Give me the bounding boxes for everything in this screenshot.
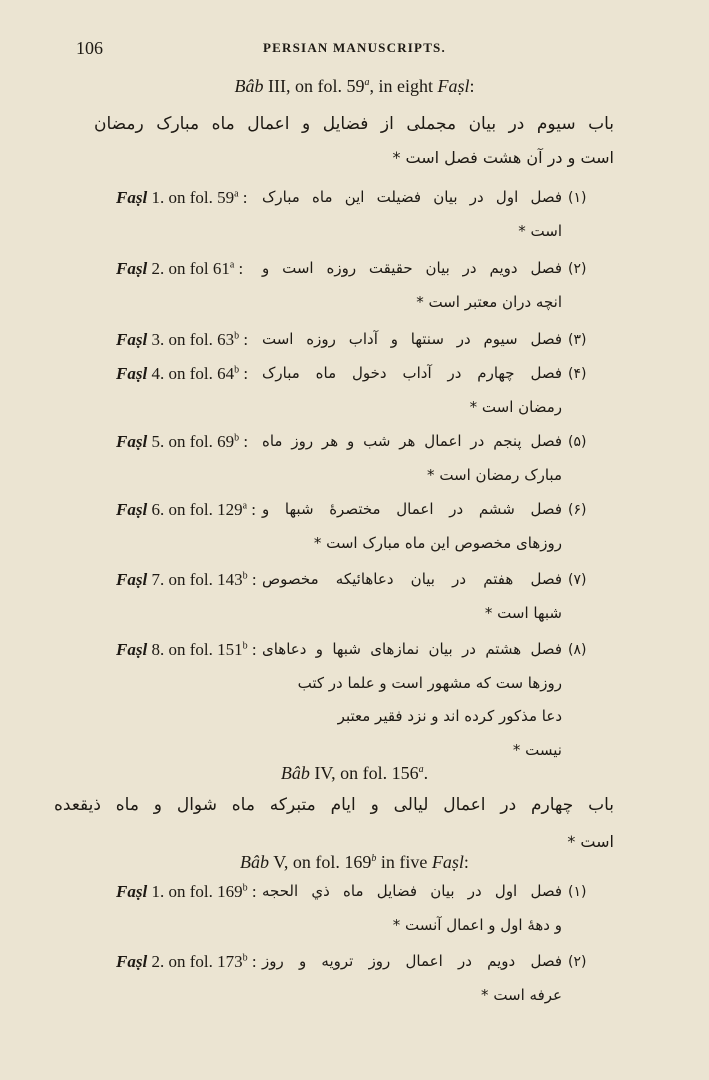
persian-section-number: (۵) — [568, 434, 587, 450]
bab-4-heading — [0, 763, 709, 784]
fasl-word: Faṣl — [116, 640, 148, 659]
entries3-fasl-5-label — [116, 432, 248, 452]
fasl-word: Faṣl — [116, 188, 148, 207]
folio-side: b — [242, 882, 248, 894]
entries3-fasl-4-label — [116, 364, 248, 384]
fasl-word: Faṣl — [116, 364, 148, 383]
bab-tail: . — [423, 763, 429, 783]
entries3-fasl-7-persian-line-2: شبها است * — [484, 604, 562, 622]
entries5-fasl-1-label — [116, 882, 257, 902]
entries3-fasl-2-persian-line-1: فصل دویم در بیان حقیقت روزه است و — [262, 259, 562, 277]
entries5-fasl-2-label — [116, 952, 257, 972]
folio-side: b — [234, 364, 240, 376]
colon: : — [239, 432, 249, 451]
folio-side: a — [229, 259, 235, 271]
colon: : — [247, 882, 257, 901]
folio-side: b — [242, 952, 248, 964]
folio-ref: 8. on fol. 151 — [147, 640, 243, 659]
fasl-word: Faṣl — [116, 259, 148, 278]
colon: : — [239, 330, 249, 349]
entries3-fasl-8-label — [116, 640, 257, 660]
fasl-word: Faṣl — [116, 952, 148, 971]
colon: : — [463, 852, 469, 872]
fasl-word: Faṣl — [437, 76, 470, 96]
bab-ref: V, on fol. 169 — [269, 852, 372, 872]
folio-side: a — [234, 188, 239, 200]
entries3-fasl-2-label — [116, 259, 243, 279]
entries5-fasl-1-persian-line-1: فصل اول در بیان فضایل ماه ذي الحجه — [262, 882, 562, 900]
page-number: 106 — [76, 38, 103, 58]
colon: : — [247, 952, 257, 971]
folio-side: a — [364, 77, 370, 88]
entries3-fasl-8-persian-line-4: نیست * — [512, 741, 562, 759]
entries3-fasl-1-persian-line-1: فصل اول در بیان فضیلت این ماه مبارک — [262, 188, 562, 206]
bab-ref: IV, on fol. 156 — [309, 763, 419, 783]
entries3-fasl-7-persian-line-1: فصل هفتم در بیان دعاهائیکه مخصوص — [262, 570, 562, 588]
bab-4-persian-line-1: باب چهارم در اعمال لیالی و ایام متبرکه ماه شوال و ماه ذیقعده — [54, 795, 614, 815]
entries3-fasl-5-persian-line-2: مبارک رمضان است * — [427, 466, 562, 484]
folio-side: b — [242, 640, 248, 652]
folio-ref: 5. on fol. 69 — [147, 432, 235, 451]
persian-section-number: (۴) — [568, 366, 587, 382]
colon: : — [234, 259, 244, 278]
folio-ref: 3. on fol. 63 — [147, 330, 235, 349]
folio-ref: 7. on fol. 143 — [147, 570, 243, 589]
colon: : — [238, 188, 248, 207]
bab-ref: III, on fol. 59 — [263, 76, 365, 96]
colon: : — [247, 570, 257, 589]
entries3-fasl-8-persian-line-3: دعا مذکور کرده اند و نزد فقیر معتبر — [337, 707, 562, 725]
bab-tail: , in eight — [369, 76, 438, 96]
entries5-fasl-1-persian-line-2: و دههٔ اول و اعمال آنست * — [392, 916, 562, 934]
bab-3-persian-line-1: باب سیوم در بیان مجملی از فضایل و اعمال ماه مبارک رمضان — [94, 114, 614, 134]
folio-ref: 4. on fol. 64 — [147, 364, 235, 383]
entries3-fasl-8-persian-line-1: فصل هشتم در بیان نمازهای شبها و دعاهای — [262, 640, 562, 658]
entries3-fasl-4-persian-line-2: رمضان است * — [469, 398, 562, 416]
entries3-fasl-1-persian-line-2: است * — [518, 222, 562, 240]
bab-label: Bâb — [234, 76, 264, 96]
persian-section-number: (۷) — [568, 572, 587, 588]
entries3-fasl-8-persian-line-2: روزها ست که مشهور است و علما در کتب — [297, 674, 562, 692]
bab-4-persian-line-2: است * — [567, 832, 614, 851]
folio-ref: 1. on fol. 59 — [147, 188, 235, 207]
persian-section-number: (۲) — [568, 954, 587, 970]
entries3-fasl-3-persian-line-1: فصل سیوم در سنتها و آداب روزه است — [262, 330, 562, 348]
folio-ref: 2. on fol. 173 — [147, 952, 243, 971]
folio-side: b — [242, 570, 248, 582]
entries3-fasl-1-label — [116, 188, 248, 208]
page-header — [0, 38, 709, 60]
persian-section-number: (۱) — [568, 884, 587, 900]
bab-3-persian-line-2: است و در آن هشت فصل است * — [392, 148, 614, 167]
folio-ref: 1. on fol. 169 — [147, 882, 243, 901]
entries3-fasl-6-persian-line-1: فصل ششم در اعمال مختصرهٔ شبها و — [262, 500, 562, 518]
running-title: PERSIAN MANUSCRIPTS. — [263, 40, 446, 55]
folio-ref: 2. on fol 61 — [147, 259, 230, 278]
bab-tail: in five — [376, 852, 432, 872]
fasl-word: Faṣl — [116, 570, 148, 589]
folio-side: b — [371, 853, 377, 864]
entries5-fasl-2-persian-line-1: فصل دویم در اعمال روز ترویه و روز — [262, 952, 562, 970]
bab-label: Bâb — [280, 763, 310, 783]
entries3-fasl-4-persian-line-1: فصل چهارم در آداب دخول ماه مبارک — [262, 364, 562, 382]
folio-side: a — [418, 764, 424, 775]
bab-3-heading — [0, 76, 709, 97]
entries3-fasl-5-persian-line-1: فصل پنجم در اعمال هر شب و هر روز ماه — [262, 432, 562, 450]
folio-ref: 6. on fol. 129 — [147, 500, 243, 519]
persian-section-number: (۶) — [568, 502, 587, 518]
entries3-fasl-6-label — [116, 500, 256, 520]
colon: : — [247, 500, 257, 519]
fasl-word: Faṣl — [431, 852, 464, 872]
entries3-fasl-2-persian-line-2: انچه دران معتبر است * — [416, 293, 562, 311]
fasl-word: Faṣl — [116, 500, 148, 519]
entries3-fasl-6-persian-line-2: روزهای مخصوص این ماه مبارک است * — [313, 534, 562, 552]
bab-label: Bâb — [240, 852, 270, 872]
folio-side: b — [234, 330, 240, 342]
fasl-word: Faṣl — [116, 882, 148, 901]
colon: : — [469, 76, 475, 96]
entries3-fasl-3-label — [116, 330, 248, 350]
bab-5-heading — [0, 852, 709, 873]
folio-side: a — [242, 500, 248, 512]
colon: : — [239, 364, 249, 383]
persian-section-number: (۲) — [568, 261, 587, 277]
persian-section-number: (۳) — [568, 332, 587, 348]
folio-side: b — [234, 432, 240, 444]
fasl-word: Faṣl — [116, 432, 148, 451]
fasl-word: Faṣl — [116, 330, 148, 349]
colon: : — [247, 640, 257, 659]
persian-section-number: (۸) — [568, 642, 587, 658]
entries3-fasl-7-label — [116, 570, 257, 590]
persian-section-number: (۱) — [568, 190, 587, 206]
entries5-fasl-2-persian-line-2: عرفه است * — [481, 986, 562, 1004]
